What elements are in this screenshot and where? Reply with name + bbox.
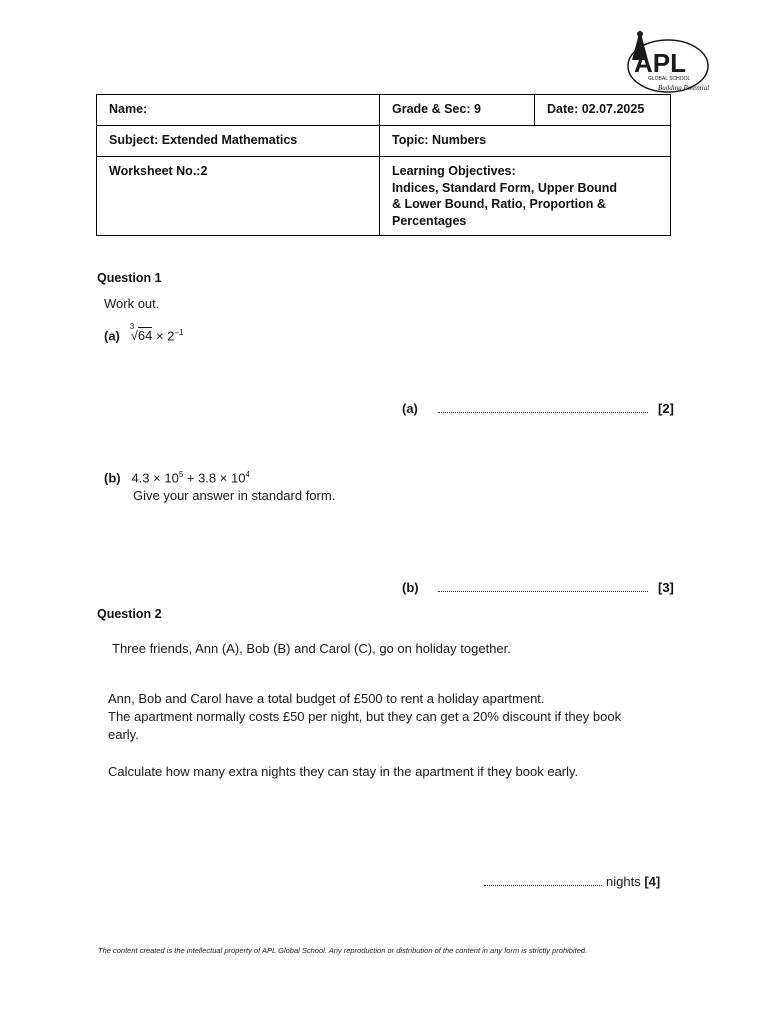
subject-cell — [97, 126, 380, 157]
part-b-answer-line — [402, 580, 419, 595]
exp-2: 4 — [245, 470, 250, 479]
question-2-line: Three friends, Ann (A), Bob (B) and Carol (C), go on holiday together. — [112, 641, 511, 656]
grade-label: Grade & Sec: 9 — [392, 102, 481, 116]
expr-1: 4.3 × 10 — [131, 470, 179, 486]
cube-root — [129, 322, 153, 344]
worksheet-cell — [97, 157, 380, 236]
question-2-line: The apartment normally costs £50 per night, but they can get a 20% discount if they book — [108, 709, 622, 724]
subject-label: Subject: Extended Mathematics — [109, 133, 298, 147]
part-a-rest: × 2 — [155, 328, 175, 344]
name-cell — [97, 95, 380, 126]
part-b-instruction: Give your answer in standard form. — [133, 488, 336, 503]
expr-2: + 3.8 × 10 — [183, 470, 246, 486]
answer-b-field[interactable] — [438, 583, 648, 592]
topic-cell — [380, 126, 671, 157]
part-b-expression — [104, 470, 250, 485]
exp-1: 5 — [178, 470, 184, 479]
question-2-line: early. — [108, 727, 139, 742]
worksheet-info-table — [96, 94, 671, 236]
answer-q2-field[interactable] — [484, 877, 602, 886]
answer-a-field[interactable] — [438, 404, 648, 413]
logo-subtext: GLOBAL SCHOOL — [648, 76, 691, 82]
copyright-footer: The content created is the intellectual property of APL Global School. Any reproduction or distribution of the content in any form is strictly prohibited. — [98, 946, 588, 955]
part-b-marks: [3] — [658, 580, 674, 595]
name-label: Name: — [109, 102, 148, 116]
part-a-expression — [104, 322, 184, 344]
answer-b-label: (b) — [402, 580, 419, 595]
question-2-marks: [4] — [644, 874, 661, 889]
question-2-heading: Question 2 — [97, 607, 162, 621]
question-2-line: Calculate how many extra nights they can stay in the apartment if they book early. — [108, 764, 579, 779]
question-1-heading: Question 1 — [97, 271, 162, 285]
objectives-line: Percentages — [392, 213, 467, 228]
objectives-cell — [380, 157, 671, 236]
school-logo — [618, 20, 720, 96]
answer-q2-unit — [606, 874, 660, 889]
nights-label: nights — [606, 874, 641, 889]
worksheet-label: Worksheet No.:2 — [109, 164, 208, 178]
logo-tagline: Budding Potential — [658, 84, 710, 92]
part-a-label: (a) — [104, 328, 120, 344]
question-2-line: Ann, Bob and Carol have a total budget of £500 to rent a holiday apartment. — [108, 691, 545, 706]
part-b-label: (b) — [104, 470, 121, 486]
date-cell — [535, 95, 671, 126]
part-a-answer-line — [402, 401, 418, 416]
answer-a-label: (a) — [402, 401, 418, 416]
objectives-title: Learning Objectives: — [392, 164, 516, 178]
topic-label: Topic: Numbers — [392, 133, 487, 147]
date-label: Date: 02.07.2025 — [547, 102, 645, 116]
objectives-line: & Lower Bound, Ratio, Proportion & — [392, 197, 606, 211]
question-1-instruction: Work out. — [104, 296, 160, 311]
root-index: 3 — [129, 322, 135, 332]
part-a-marks: [2] — [658, 401, 674, 416]
radical-icon: √ — [130, 328, 138, 344]
radicand: 64 — [137, 328, 153, 344]
part-a-exponent: −1 — [174, 328, 184, 337]
grade-cell — [380, 95, 535, 126]
logo-text: APL — [634, 48, 686, 78]
objectives-line: Indices, Standard Form, Upper Bound — [392, 180, 618, 195]
